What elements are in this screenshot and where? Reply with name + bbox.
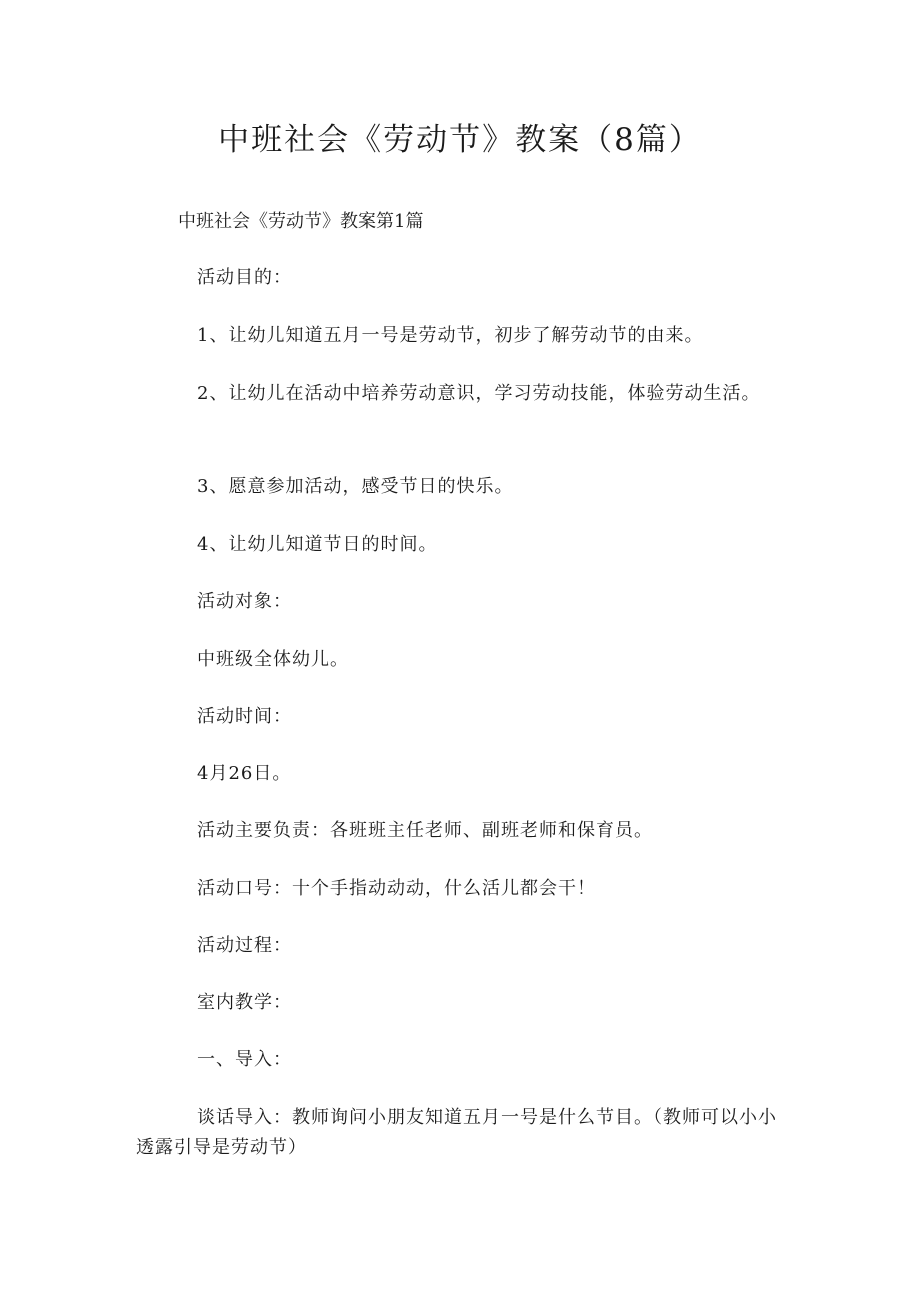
paragraph: 3、愿意参加活动，感受节日的快乐。 [197, 476, 514, 497]
paragraph: 4、让幼儿知道节日的时间。 [197, 534, 438, 555]
paragraph: 活动口号：十个手指动动动，什么活儿都会干！ [197, 878, 596, 899]
paragraph: 2、让幼儿在活动中培养劳动意识，学习劳动技能，体验劳动生活。 [197, 383, 761, 404]
paragraph: 活动主要负责：各班班主任老师、副班老师和保育员。 [197, 820, 653, 841]
paragraph: 活动对象： [197, 591, 292, 612]
paragraph: 4月26日。 [197, 763, 292, 784]
section-subtitle: 中班社会《劳动节》教案第1篇 [178, 211, 424, 232]
paragraph: 活动过程： [197, 935, 292, 956]
paragraph: 活动时间： [197, 706, 292, 727]
paragraph: 中班级全体幼儿。 [197, 649, 349, 670]
paragraph: 谈话导入：教师询问小朋友知道五月一号是什么节目。（教师可以小小透露引导是劳动节） [136, 1107, 777, 1158]
paragraph: 室内教学： [197, 992, 292, 1013]
document-title: 中班社会《劳动节》教案（8篇） [218, 122, 702, 158]
paragraph: 1、让幼儿知道五月一号是劳动节，初步了解劳动节的由来。 [197, 325, 704, 346]
paragraph: 活动目的： [197, 267, 292, 288]
paragraph: 一、导入： [197, 1049, 292, 1070]
